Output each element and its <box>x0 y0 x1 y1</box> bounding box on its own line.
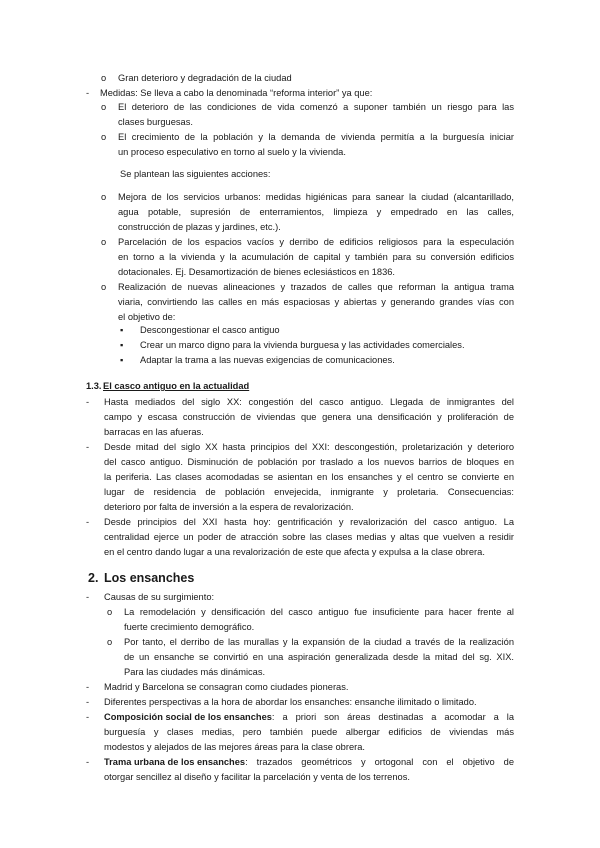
square-bullet: ▪ <box>120 340 124 350</box>
text-line: lugar de residencia de población envejecida, inmigrante y proletaria. Consecuencias: <box>104 487 514 497</box>
section-title: El casco antiguo en la actualidad <box>103 381 250 391</box>
text-line: deterioro por falta de inversión a la espera de revalorización. <box>104 502 354 512</box>
square-bullet: ▪ <box>120 325 124 335</box>
text-line: fuerte crecimiento demográfico. <box>124 622 255 632</box>
text-line: viaria, convirtiendo las calles en más espaciosas y abiertas y generando grandes vías con <box>118 297 514 307</box>
section-title: Los ensanches <box>104 571 195 585</box>
dash-bullet: - <box>86 682 90 692</box>
dash-bullet: - <box>86 442 90 452</box>
text-line: Desde principios del XXI hasta hoy: gentrificación y revalorización del casco antiguo. La <box>104 517 514 527</box>
dash-bullet: - <box>86 88 90 98</box>
text-line: Medidas: Se lleva a cabo la denominada “reforma interior” ya que: <box>100 88 373 98</box>
text-line: Se plantean las siguientes acciones: <box>120 169 271 179</box>
text-line: modestos y alejados de las mejores áreas para la clase obrera. <box>104 742 365 752</box>
circle-bullet: o <box>101 132 107 142</box>
text-line: agua potable, supresión de enterramientos, limpieza y empedrado en las calles, <box>118 207 514 217</box>
text-line: Causas de su surgimiento: <box>104 592 215 602</box>
text-line: clases burguesas. <box>118 117 193 127</box>
circle-bullet: o <box>101 73 107 83</box>
text-line: burguesía y clases medias, pero también puede albergar edificios de viviendas más <box>104 727 514 737</box>
dash-bullet: - <box>86 397 90 407</box>
text-segment: : trazados geométricos y ortogonal con el objetivo de <box>245 757 514 767</box>
circle-bullet: o <box>107 607 113 617</box>
text-line: en torno a la vivienda y la acumulación de capital y también para su conversión edificios <box>118 252 514 262</box>
text-line: campo y escasa construcción de viviendas que genera una densificación y proliferación de <box>104 412 514 422</box>
text-line: Desde mitad del siglo XX hasta principios del XXI: descongestión, proletarización y deterioro <box>104 442 514 452</box>
circle-bullet: o <box>101 282 107 292</box>
text-line: otorgar sencillez al diseño y facilitar la parcelación y venta de los terrenos. <box>104 772 410 782</box>
text-line: Adaptar la trama a las nuevas exigencias de comunicaciones. <box>140 355 395 365</box>
section-number: 1.3. <box>86 381 102 391</box>
text-line: Para las ciudades más dinámicas. <box>124 667 266 677</box>
text-line: Diferentes perspectivas a la hora de abordar los ensanches: ensanche ilimitado o limitado. <box>104 697 477 707</box>
text-line: el objetivo de: <box>118 312 176 322</box>
bold-term: Trama urbana de los ensanches <box>104 757 246 767</box>
dash-bullet: - <box>86 697 90 707</box>
text-line: centralidad ejerce un poder de atracción sobre las clases medias y altas que vuelven a residir <box>104 532 514 542</box>
text-line: Crear un marco digno para la vivienda burguesa y las actividades comerciales. <box>140 340 465 350</box>
text-line: Gran deterioro y degradación de la ciudad <box>118 73 292 83</box>
text-line: barracas en las afueras. <box>104 427 204 437</box>
text-line: Parcelación de los espacios vacíos y derribo de edificios religiosos para la especulación <box>118 237 514 247</box>
text-segment: : a priori son áreas destinadas a acomodar a la <box>271 712 514 722</box>
text-line: Por tanto, el derribo de las murallas y la expansión de la ciudad a través de la realización <box>124 637 514 647</box>
text-line: dotacionales. Ej. Desamortización de bienes eclesiásticos en 1836. <box>118 267 396 277</box>
section-number: 2. <box>88 571 99 585</box>
text-line: Madrid y Barcelona se consagran como ciudades pioneras. <box>104 682 349 692</box>
bold-term: Composición social de los ensanches <box>104 712 272 722</box>
text-line <box>104 756 514 768</box>
text-line: en el centro dando lugar a una revalorización de este que afecta y expulsa a la clase obrera. <box>104 547 485 557</box>
circle-bullet: o <box>101 102 107 112</box>
dash-bullet: - <box>86 517 90 527</box>
text-line <box>104 711 514 723</box>
text-line: Hasta mediados del siglo XX: congestión del casco antiguo. Llegada de inmigrantes del <box>104 397 514 407</box>
circle-bullet: o <box>107 637 113 647</box>
text-line: la periferia. Las clases acomodadas se asientan en los ensanches y el centro se convierte en <box>104 472 514 482</box>
text-line: El crecimiento de la población y la demanda de vivienda permitía a la burguesía iniciar <box>118 132 514 142</box>
circle-bullet: o <box>101 237 107 247</box>
dash-bullet: - <box>86 592 90 602</box>
text-line: El deterioro de las condiciones de vida comenzó a suponer también un riesgo para las <box>118 102 514 112</box>
text-line: un proceso especulativo en torno al suelo y la vivienda. <box>118 147 346 157</box>
text-line: del casco antiguo. Disminución de población por traslado a los nuevos barrios de bloques en <box>104 457 514 467</box>
text-line: Realización de nuevas alineaciones y trazados de calles que reforman la antigua trama <box>118 282 514 292</box>
text-line: La remodelación y densificación del casco antiguo fue insuficiente para hacer frente al <box>124 607 514 617</box>
dash-bullet: - <box>86 757 90 767</box>
text-line: Mejora de los servicios urbanos: medidas higiénicas para sanear la ciudad (alcantarillado, <box>118 192 514 202</box>
text-line: de un ensanche se convirtió en una aspiración generalizada desde la mitad del sg. XIX. <box>124 652 514 662</box>
dash-bullet: - <box>86 712 90 722</box>
square-bullet: ▪ <box>120 355 124 365</box>
circle-bullet: o <box>101 192 107 202</box>
text-line: construcción de plazas y jardines, etc.). <box>118 222 281 232</box>
text-line: Descongestionar el casco antiguo <box>140 325 280 335</box>
